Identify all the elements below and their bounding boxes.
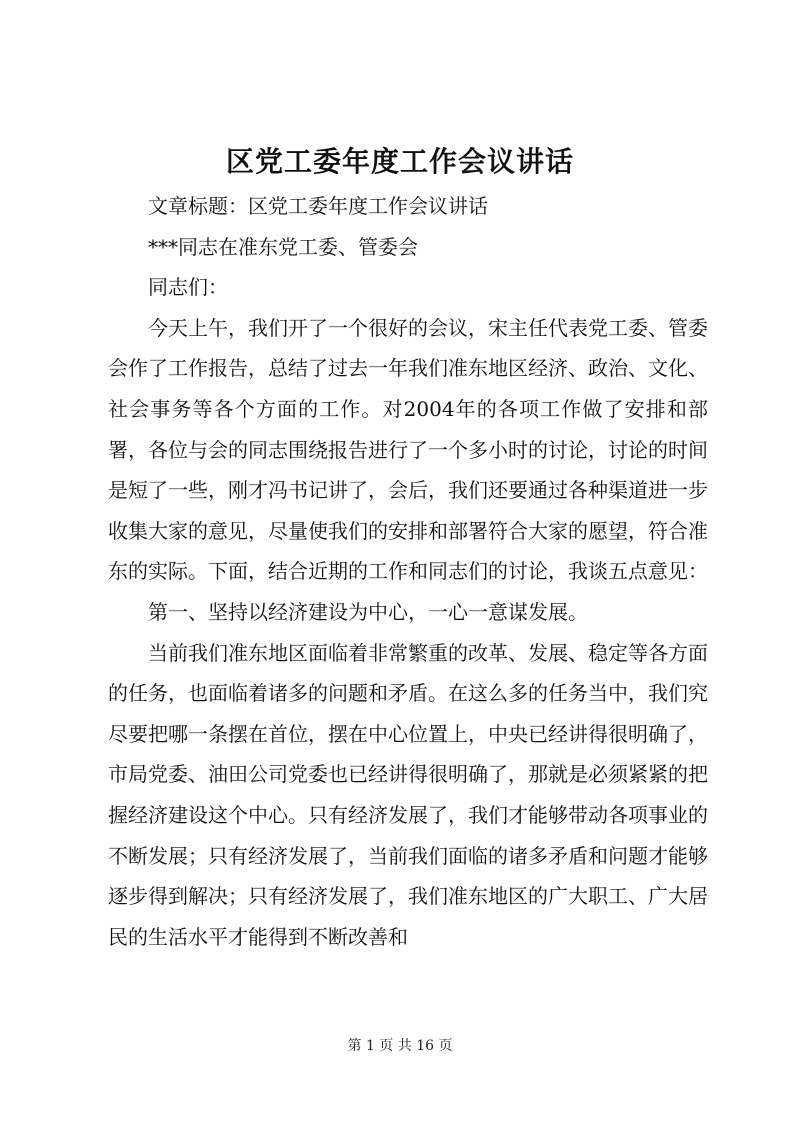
page-number-footer: 第 1 页 共 16 页 <box>347 1038 453 1054</box>
document-body <box>108 186 708 957</box>
paragraph-salutation: 同志们： <box>148 275 228 300</box>
paragraph-point-one-heading: 第一、坚持以经济建设为中心，一心一意谋发展。 <box>148 599 588 624</box>
paragraph-point-one-body: 当前我们准东地区面临着非常繁重的改革、发展、稳定等各方面的任务，也面临着诸多的问题和矛盾。在这么多的任务当中，我们究尽要把哪一条摆在首位，摆在中心位置上，中央已经讲得很明确了，市局党委、油田公司党委也已经讲得很明确了，那就是必须紧紧的把握经济建设这个中心。只有经济发展了，我们才能够带动各项事业的不断发展；只有经济发展了，当前我们面临的诸多矛盾和问题才能够逐步得到解决；只有经济发展了，我们准东地区的广大职工、广大居民的生活水平才能得到不断改善和 <box>108 640 708 949</box>
paragraph-opening: 今天上午，我们开了一个很好的会议，宋主任代表党工委、管委会作了工作报告，总结了过去一年我们准东地区经济、政治、文化、社会事务等各个方面的工作。对2004年的各项工作做了安排和部署，各位与会的同志围绕报告进行了一个多小时的讨论，讨论的时间是短了一些，刚才冯书记讲了，会后，我们还要通过各种渠道进一步收集大家的意见，尽量使我们的安排和部署符合大家的愿望，符合准东的实际。下面，结合近期的工作和同志们的讨论，我谈五点意见： <box>108 315 708 584</box>
document-title: 区党工委年度工作会议讲话 <box>225 145 574 178</box>
paragraph-article-title: 文章标题：区党工委年度工作会议讲话 <box>148 194 488 218</box>
paragraph-speaker-line: ***同志在准东党工委、管委会 <box>148 234 418 259</box>
